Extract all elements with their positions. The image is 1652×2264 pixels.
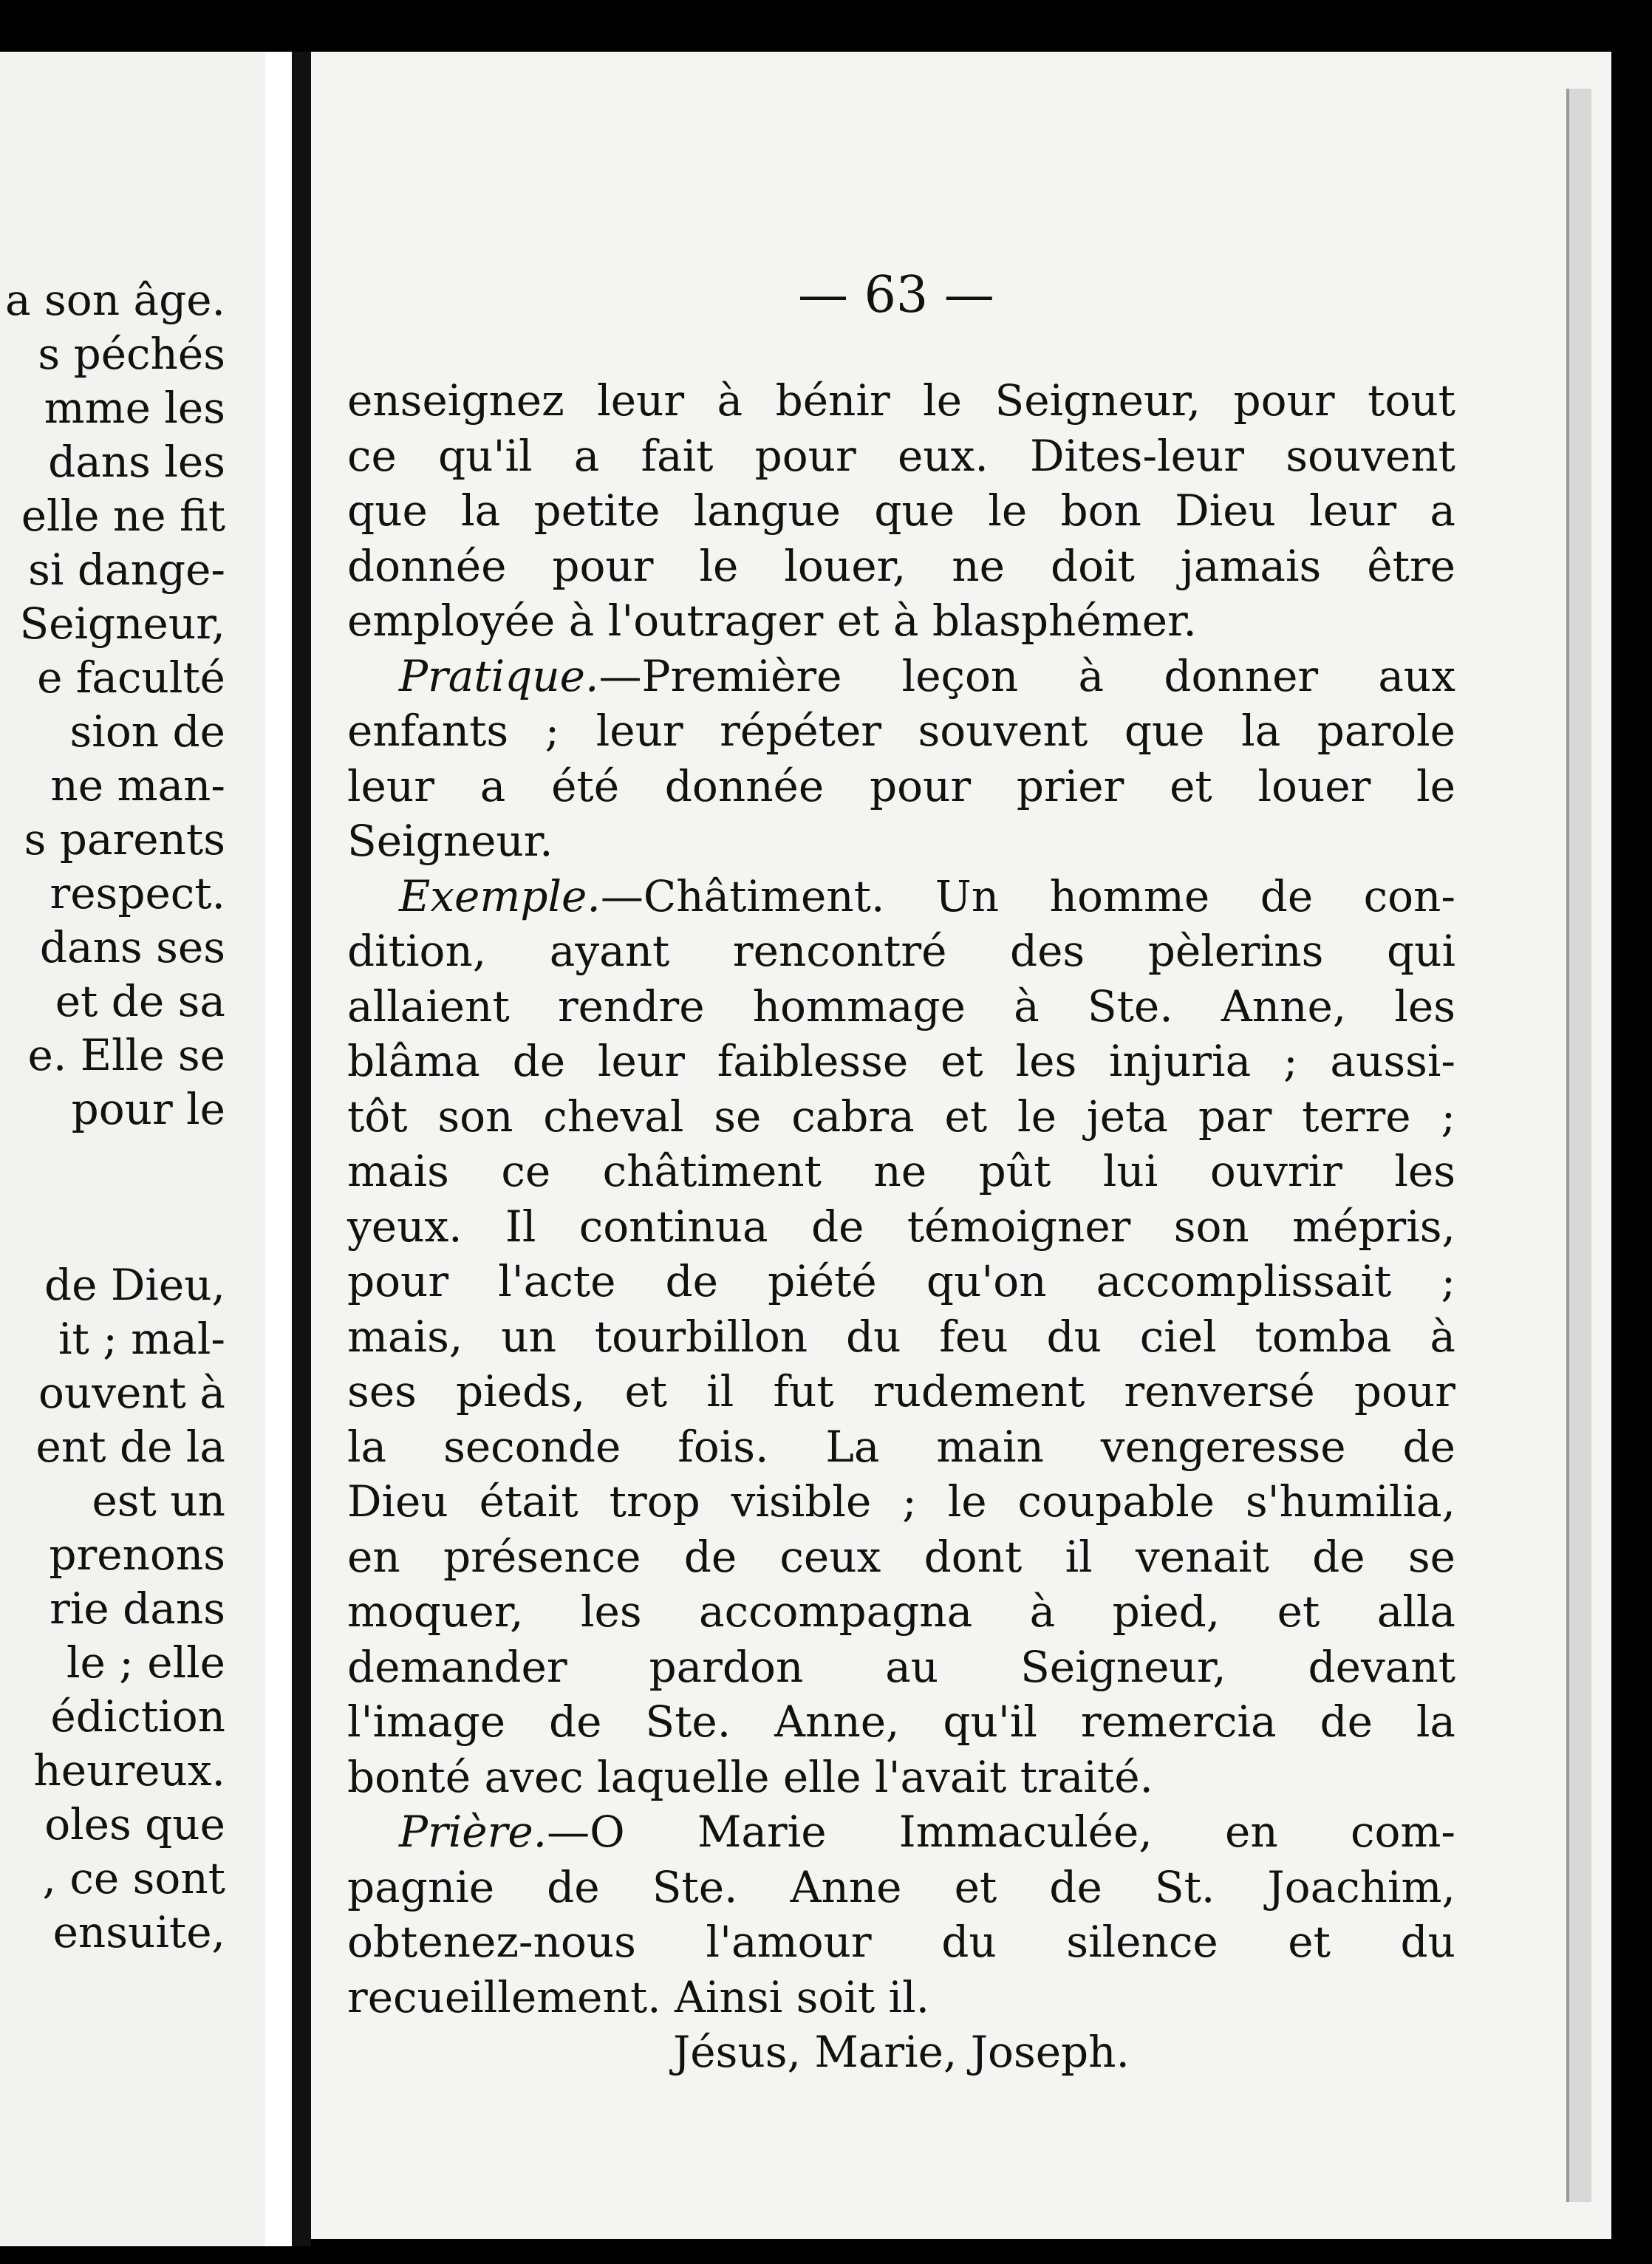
book-gutter — [292, 52, 311, 2254]
text-line: donnée pour le louer, ne doit jamais être — [347, 540, 1455, 591]
page-number: — 63 — — [798, 266, 994, 324]
text-line: demander pardon au Seigneur, devant — [347, 1641, 1455, 1692]
left-line: heureux. — [33, 1745, 225, 1796]
left-line: oles que — [44, 1799, 225, 1849]
left-line: si dange- — [28, 545, 225, 595]
text-line: leur a été donnée pour prier et louer le — [347, 760, 1455, 811]
text-line: recueillement. Ainsi soit il. — [347, 1971, 930, 2022]
text-line: ce qu'il a fait pour eux. Dites-leur souvent — [347, 430, 1455, 481]
priere-label: Prière. — [399, 1807, 547, 1857]
left-line: prenons — [49, 1530, 225, 1580]
exemple-label: Exemple. — [399, 870, 601, 921]
left-line: ouvent à — [38, 1368, 225, 1418]
left-line: de Dieu, — [44, 1260, 225, 1310]
left-line: ne man- — [50, 760, 225, 811]
page-body — [347, 373, 1455, 2080]
closing-line: Jésus, Marie, Joseph. — [673, 2027, 1130, 2077]
left-line: ent de la — [35, 1422, 225, 1472]
text-line: Seigneur. — [347, 816, 553, 866]
exemple-first-text: —Châtiment. Un homme de con- — [600, 870, 1455, 921]
left-page-edge — [265, 52, 292, 2254]
text-line: tôt son cheval se cabra et le jeta par terre ; — [347, 1091, 1455, 1142]
text-line: allaient rendre hommage à Ste. Anne, les — [347, 981, 1455, 1032]
text-line: pour l'acte de piété qu'on accomplissait ; — [347, 1256, 1455, 1306]
text-line: blâma de leur faiblesse et les injuria ; aussi- — [347, 1036, 1455, 1086]
text-line: enfants ; leur répéter souvent que la parole — [347, 706, 1455, 756]
left-line: sion de — [69, 706, 225, 757]
left-line: mme les — [44, 383, 225, 433]
pratique-label: Pratique. — [399, 650, 599, 701]
left-line: s péchés — [38, 329, 225, 379]
right-page-edge — [1566, 89, 1591, 2202]
left-line: Seigneur, — [19, 599, 225, 649]
text-line: obtenez-nous l'amour du silence et du — [347, 1917, 1455, 1967]
left-line: rie dans — [50, 1583, 225, 1634]
left-line: dans ses — [39, 922, 225, 972]
priere-first-text: —O Marie Immaculée, en com- — [547, 1807, 1455, 1857]
text-line: enseignez leur à bénir le Seigneur, pour tout — [347, 375, 1455, 426]
left-paragraph-gap — [0, 1136, 225, 1258]
exemple-first-line — [347, 869, 1455, 924]
left-line: , ce sont — [42, 1853, 225, 1903]
text-line: l'image de Ste. Anne, qu'il remercia de la — [347, 1697, 1455, 1747]
left-line: it ; mal- — [58, 1314, 225, 1364]
left-line: est un — [92, 1476, 225, 1526]
left-page-fragment — [0, 52, 292, 2254]
left-line: et de sa — [55, 976, 225, 1026]
text-line: yeux. Il continua de témoigner son mépris, — [347, 1201, 1455, 1252]
left-line: dans les — [48, 437, 225, 487]
left-line: pour le — [71, 1084, 225, 1134]
left-line: s parents — [24, 814, 225, 865]
text-line: bonté avec laquelle elle l'avait traité. — [347, 1751, 1153, 1802]
priere-first-line — [347, 1804, 1455, 1860]
left-line: elle ne fit — [21, 491, 225, 541]
left-line: a son âge. — [5, 275, 225, 325]
text-line: mais ce châtiment ne pût lui ouvrir les — [347, 1146, 1455, 1196]
left-line: ensuite, — [52, 1907, 225, 1957]
text-line: que la petite langue que le bon Dieu leur a — [347, 485, 1455, 536]
text-line: Dieu était trop visible ; le coupable s'humilia, — [347, 1476, 1455, 1527]
left-line: le ; elle — [66, 1637, 225, 1688]
left-line: e faculté — [37, 652, 225, 703]
text-line: pagnie de Ste. Anne et de St. Joachim, — [347, 1861, 1455, 1912]
left-line: e. Elle se — [27, 1030, 225, 1080]
text-line: moquer, les accompagna à pied, et alla — [347, 1586, 1455, 1637]
text-line: la seconde fois. La main vengeresse de — [347, 1421, 1455, 1472]
text-line: dition, ayant rencontré des pèlerins qui — [347, 926, 1455, 976]
left-line: édiction — [50, 1691, 225, 1742]
text-line: ses pieds, et il fut rudement renversé pour — [347, 1366, 1455, 1416]
text-line: employée à l'outrager et à blasphémer. — [347, 596, 1197, 646]
left-line: respect. — [50, 868, 225, 918]
pratique-first-text: —Première leçon à donner aux — [598, 650, 1455, 701]
text-line: en présence de ceux dont il venait de se — [347, 1531, 1455, 1582]
scan-border-bottom — [0, 2246, 1652, 2264]
pratique-first-line — [347, 649, 1455, 704]
text-line: mais, un tourbillon du feu du ciel tomba à — [347, 1311, 1455, 1362]
left-page-text — [0, 273, 225, 1960]
